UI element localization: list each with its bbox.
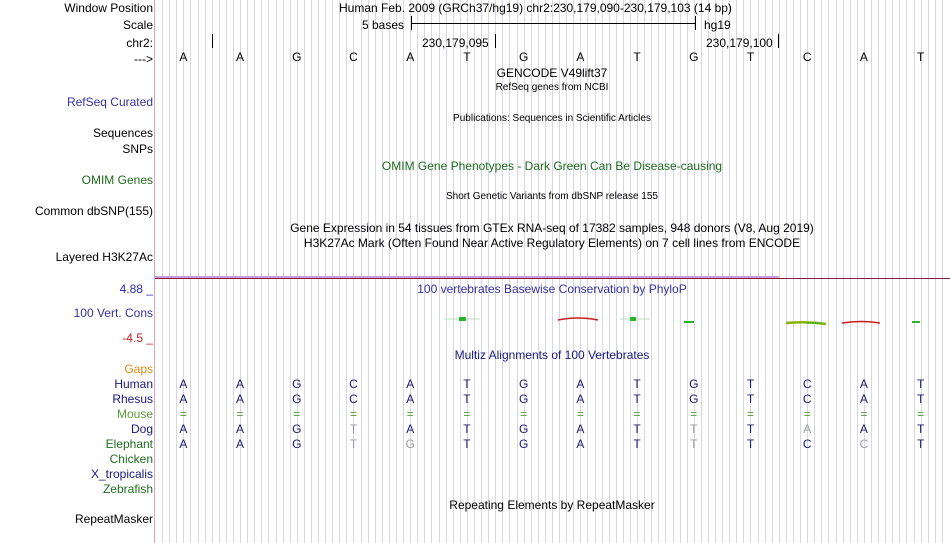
multiz-track-title[interactable]: Multiz Alignments of 100 Vertebrates — [454, 348, 650, 362]
phylop-trace-2 — [558, 318, 598, 320]
aligned-base: G — [518, 422, 529, 436]
aligned-base: T — [916, 392, 925, 406]
common-dbsnp-label[interactable]: Common dbSNP(155) — [34, 204, 153, 218]
aligned-base: T — [916, 437, 925, 451]
repeatmasker-label[interactable]: RepeatMasker — [74, 512, 153, 526]
aligned-base: T — [916, 377, 925, 391]
aligned-base: G — [292, 392, 302, 406]
sequence-base: G — [518, 50, 529, 64]
coord-text-2: 230,179,100 — [706, 36, 773, 50]
species-label[interactable]: Elephant — [105, 437, 153, 451]
aligned-base: C — [802, 437, 812, 451]
aligned-base: A — [576, 422, 585, 436]
sequence-base: G — [292, 50, 302, 64]
refseq-curated-label[interactable]: RefSeq Curated — [66, 95, 153, 109]
aligned-base: G — [689, 392, 699, 406]
strand-label[interactable]: ---> — [134, 52, 153, 66]
aligned-base: A — [179, 377, 188, 391]
coord-text-1: 230,179,095 — [422, 36, 489, 50]
chrom-label[interactable]: chr2: — [126, 36, 153, 50]
phylop-bar-2 — [630, 317, 636, 321]
scale-bar-text: 5 bases — [362, 18, 405, 32]
aligned-base: C — [349, 392, 358, 406]
phylop-min-label: -4.5 _ — [122, 331, 153, 345]
sequences-label[interactable]: Sequences — [92, 126, 153, 140]
aligned-base: T — [746, 437, 755, 451]
aligned-base: G — [518, 437, 529, 451]
gtex-track-title[interactable]: Gene Expression in 54 tissues from GTEx RNA-seq of 17382 samples, 948 donors (V8, Aug 2019) — [290, 221, 814, 235]
sequence-base: T — [633, 50, 641, 64]
aligned-base: A — [179, 437, 188, 451]
sequence-base: T — [746, 50, 755, 64]
layered-h3k27ac-label[interactable]: Layered H3K27Ac — [55, 250, 153, 264]
aligned-base: T — [916, 422, 925, 436]
gencode-track-title[interactable]: GENCODE V49lift37 — [496, 66, 608, 80]
aligned-base: T — [633, 422, 641, 436]
aligned-base: T — [463, 392, 471, 406]
aligned-base: = — [463, 407, 471, 421]
sequence-base: A — [236, 50, 245, 64]
species-label[interactable]: Rhesus — [112, 392, 153, 406]
aligned-base: G — [292, 437, 302, 451]
species-label[interactable]: Zebrafish — [102, 482, 153, 496]
aligned-base: C — [349, 377, 358, 391]
refseq-track-title[interactable]: RefSeq genes from NCBI — [495, 82, 609, 93]
aligned-base: T — [633, 377, 641, 391]
aligned-base: T — [633, 392, 641, 406]
snps-label[interactable]: SNPs — [122, 142, 153, 156]
assembly-position-text: Human Feb. 2009 (GRCh37/hg19) chr2:230,179,090-230,179,103 (14 bp) — [339, 1, 732, 15]
aligned-base: T — [746, 377, 755, 391]
sequence-base: C — [349, 50, 358, 64]
aligned-base: = — [293, 407, 301, 421]
publications-track-title[interactable]: Publications: Sequences in Scientific Articles — [453, 113, 651, 124]
aligned-base: A — [803, 422, 812, 436]
aligned-base: A — [236, 437, 245, 451]
aligned-base: = — [236, 407, 244, 421]
species-label[interactable]: X_tropicalis — [90, 467, 153, 481]
aligned-base: = — [349, 407, 357, 421]
aligned-base: T — [349, 422, 358, 436]
aligned-base: A — [576, 377, 585, 391]
aligned-base: G — [292, 422, 302, 436]
aligned-base: = — [633, 407, 641, 421]
repeatmasker-track-title[interactable]: Repeating Elements by RepeatMasker — [449, 498, 655, 512]
sequence-base: A — [859, 50, 868, 64]
dbsnp-track-title[interactable]: Short Genetic Variants from dbSNP release 155 — [446, 191, 658, 202]
omim-genes-label[interactable]: OMIM Genes — [81, 173, 153, 187]
phylop-trace-5 — [842, 322, 880, 324]
aligned-base: A — [179, 422, 188, 436]
phylop-bar-1 — [459, 317, 466, 321]
scale-db-text: hg19 — [704, 18, 731, 32]
aligned-base: A — [406, 422, 415, 436]
aligned-base: T — [463, 377, 471, 391]
sequence-base: A — [576, 50, 585, 64]
aligned-base: C — [802, 377, 812, 391]
gaps-label[interactable]: Gaps — [124, 362, 153, 376]
aligned-base: A — [859, 392, 868, 406]
aligned-base: T — [633, 437, 641, 451]
h3k27ac-track-title[interactable]: H3K27Ac Mark (Often Found Near Active Regulatory Elements) on 7 cell lines from ENCODE — [303, 236, 801, 250]
aligned-base: = — [917, 407, 925, 421]
aligned-base: = — [179, 407, 187, 421]
aligned-base: G — [689, 377, 699, 391]
aligned-base: = — [803, 407, 811, 421]
aligned-base: A — [179, 392, 188, 406]
aligned-base: T — [690, 437, 698, 451]
aligned-base: = — [576, 407, 584, 421]
aligned-base: A — [406, 392, 415, 406]
aligned-base: G — [518, 377, 529, 391]
aligned-base: G — [405, 437, 415, 451]
species-label[interactable]: Chicken — [109, 452, 153, 466]
aligned-base: T — [746, 392, 755, 406]
phylop-track-title[interactable]: 100 vertebrates Basewise Conservation by PhyloP — [417, 282, 687, 296]
aligned-base: = — [520, 407, 528, 421]
aligned-base: T — [349, 437, 358, 451]
aligned-base: A — [406, 377, 415, 391]
scale-label[interactable]: Scale — [122, 18, 153, 32]
aligned-base: G — [292, 377, 302, 391]
aligned-base: T — [463, 437, 471, 451]
sequence-base: A — [179, 50, 188, 64]
sequence-base: G — [689, 50, 699, 64]
sequence-base: T — [916, 50, 925, 64]
species-label[interactable]: Human — [114, 377, 153, 391]
aligned-base: G — [518, 392, 529, 406]
window-position-label[interactable]: Window Position — [64, 1, 153, 15]
sequence-base: T — [463, 50, 471, 64]
omim-track-title[interactable]: OMIM Gene Phenotypes - Dark Green Can Be Disease-causing — [381, 159, 723, 173]
vert-cons-label[interactable]: 100 Vert. Cons — [73, 306, 153, 320]
aligned-base: A — [236, 422, 245, 436]
aligned-base: A — [576, 392, 585, 406]
aligned-base: A — [859, 377, 868, 391]
aligned-base: A — [236, 377, 245, 391]
sequence-base: C — [802, 50, 812, 64]
species-label[interactable]: Mouse — [116, 407, 153, 421]
aligned-base: = — [406, 407, 414, 421]
aligned-base: = — [746, 407, 754, 421]
aligned-base: A — [859, 422, 868, 436]
species-label[interactable]: Dog — [130, 422, 153, 436]
aligned-base: C — [859, 437, 869, 451]
aligned-base: A — [236, 392, 245, 406]
aligned-base: A — [576, 437, 585, 451]
phylop-max-label: 4.88 _ — [119, 282, 153, 296]
aligned-base: T — [690, 422, 698, 436]
sequence-base: A — [406, 50, 415, 64]
aligned-base: = — [690, 407, 698, 421]
aligned-base: = — [860, 407, 868, 421]
aligned-base: T — [463, 422, 471, 436]
aligned-base: C — [802, 392, 812, 406]
aligned-base: T — [746, 422, 755, 436]
